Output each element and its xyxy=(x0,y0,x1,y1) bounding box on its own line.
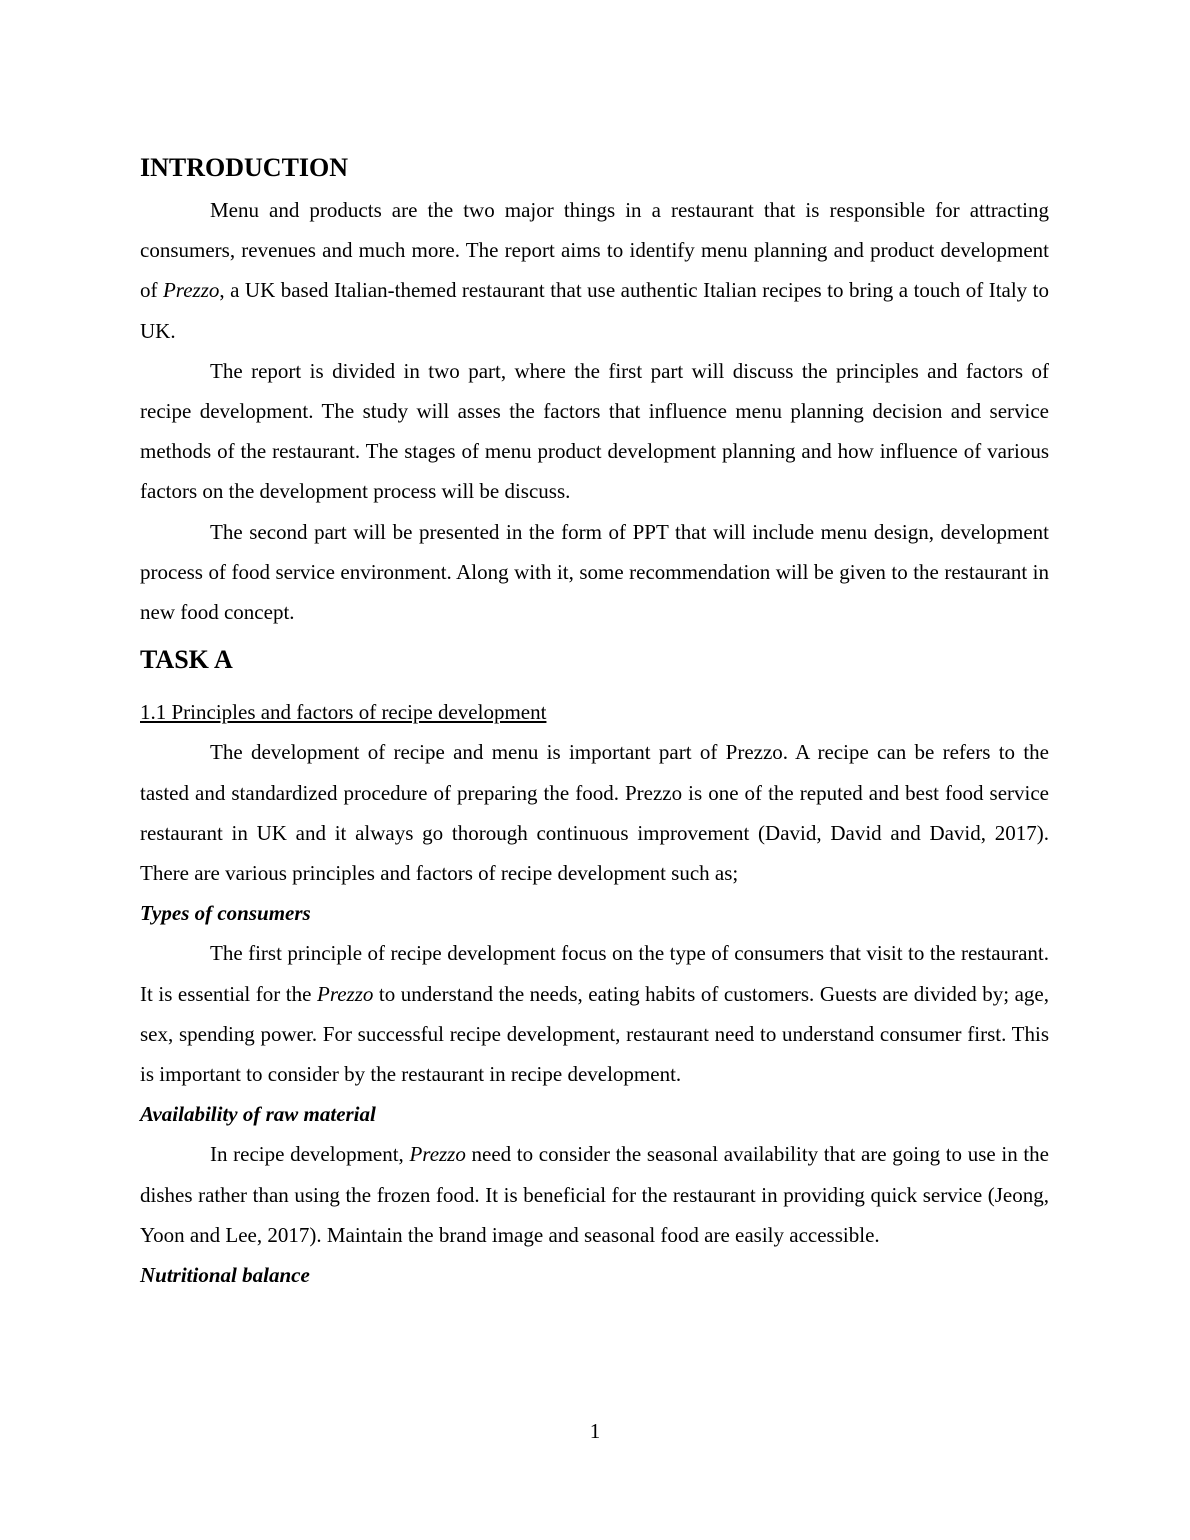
types-of-consumers-heading: Types of consumers xyxy=(140,901,311,926)
section-1-1-title: 1.1 Principles and factors of recipe development xyxy=(140,700,547,725)
types-text-b: to understand the needs, eating habits of customers. Guests are divided by; age, sex, spending power. For successful recipe development, restaurant need to understand consumer first. This is important to consider by the restaurant in recipe development. xyxy=(140,981,1049,1087)
raw-text-b: need to consider the seasonal availability that are going to use in the dishes rather than using the frozen food. It is beneficial for the restaurant in providing quick service (Jeong, Yoon and Lee, 2017). Maintain the brand image and seasonal food are easily accessible. xyxy=(140,1142,1049,1247)
page-number: 1 xyxy=(589,1419,601,1443)
intro-paragraph-1 xyxy=(140,190,1049,351)
types-brand: Prezzo xyxy=(317,981,374,1006)
raw-material-paragraph xyxy=(140,1134,1049,1255)
task-a-paragraph-1: The development of recipe and menu is important part of Prezzo. A recipe can be refers to the tasted and standardized procedure of preparing the food. Prezzo is one of the reputed and best food service restaurant in UK and it always go thorough continuous improvement (David, David and David, 2017). There are various principles and factors of recipe development such as; xyxy=(140,740,1049,886)
introduction-heading: INTRODUCTION xyxy=(140,153,349,182)
intro-p1-text-a: Menu and products are the two major things in a restaurant that is responsible for attracting consumers, revenues and much more. The report aims to identify menu planning and product development of xyxy=(140,198,1049,303)
task-a-heading: TASK A xyxy=(140,645,233,675)
raw-text-a: In recipe development, xyxy=(210,1142,410,1167)
types-text-a: The first principle of recipe development focus on the type of consumers that visit to the restaurant. It is essential for the xyxy=(140,941,1049,1006)
intro-paragraph-2: The report is divided in two part, where the first part will discuss the principles and factors of recipe development. The study will asses the factors that influence menu planning decision and service methods of the restaurant. The stages of menu product development planning and how influence of various factors on the development process will be discuss. xyxy=(140,358,1049,504)
intro-p1-text-b: , a UK based Italian-themed restaurant that use authentic Italian recipes to bring a touch of Italy to UK. xyxy=(140,278,1049,343)
intro-p1-brand: Prezzo xyxy=(162,278,220,303)
nutritional-balance-heading: Nutritional balance xyxy=(140,1263,310,1288)
raw-material-heading: Availability of raw material xyxy=(140,1102,376,1127)
document-page xyxy=(140,150,1049,1295)
raw-brand: Prezzo xyxy=(409,1142,466,1167)
types-of-consumers-paragraph xyxy=(140,933,1049,1094)
intro-paragraph-3: The second part will be presented in the form of PPT that will include menu design, development process of food service environment. Along with it, some recommendation will be given to the restaurant in new food concept. xyxy=(140,519,1049,625)
